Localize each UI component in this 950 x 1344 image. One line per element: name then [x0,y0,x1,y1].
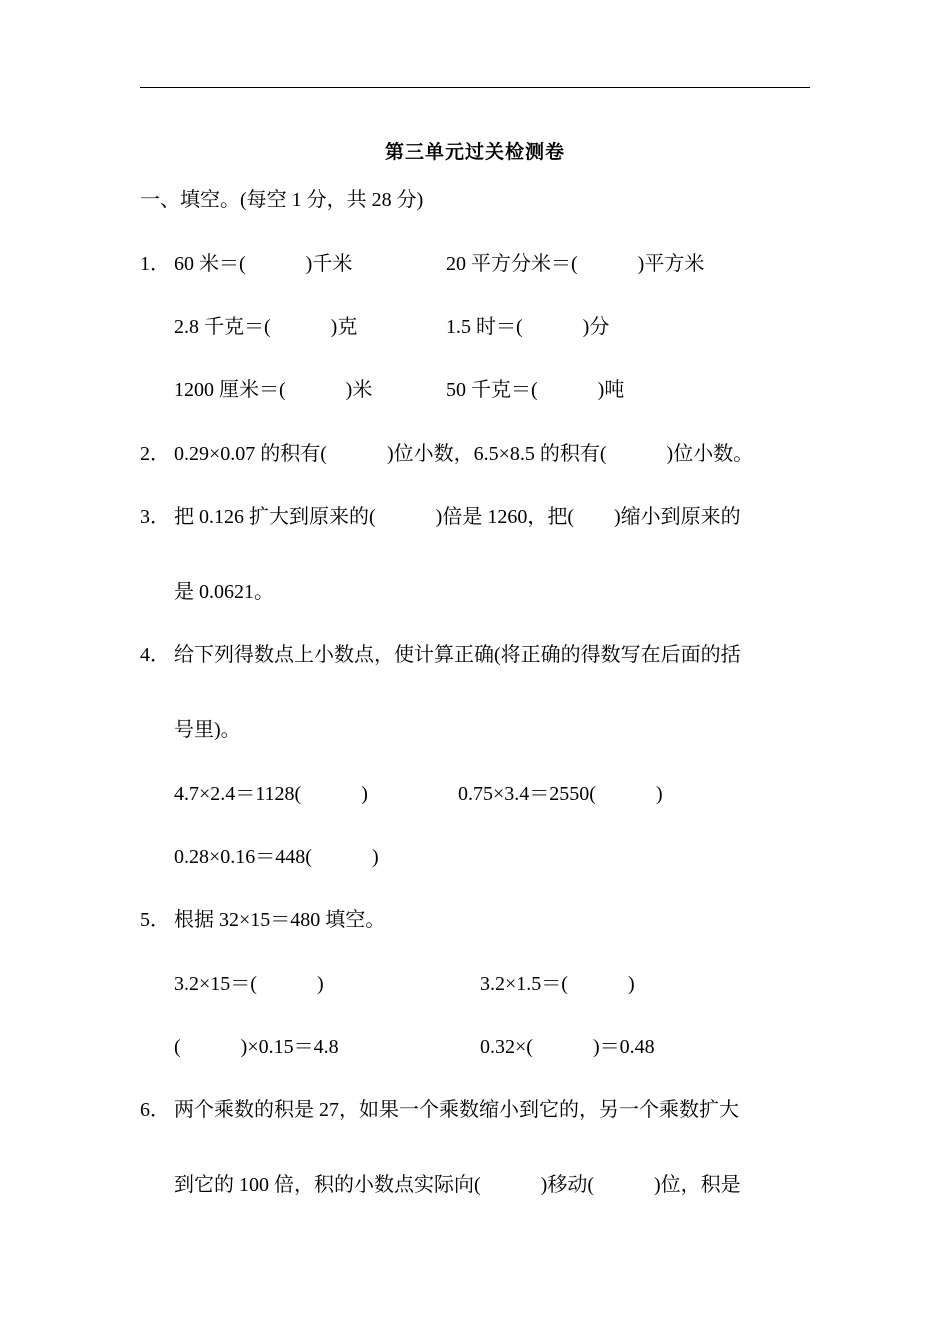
q1-item-meters-km: 60 米＝( )千米 [174,253,353,275]
q1-item-hour-min: 1.5 时＝( )分 [446,316,610,338]
question-text-2: 0.29×0.07 的积有( )位小数，6.5×8.5 的积有( )位小数。 [174,443,754,465]
question-text-6-line1: 两个乘数的积是 27，如果一个乘数缩小到它的，另一个乘数扩大 [174,1099,739,1121]
question-number-3: 3． [140,506,170,528]
section-heading: 一、填空。(每空 1 分，共 28 分) [140,189,424,211]
header-rule [140,87,810,88]
question-text-3-line1: 把 0.126 扩大到原来的( )倍是 1260，把( )缩小到原来的 [174,506,741,528]
question-number-6: 6． [140,1099,170,1121]
question-text-6-line2: 到它的 100 倍，积的小数点实际向( )移动( )位，积是 [174,1174,741,1196]
q5-expression-2: 3.2×1.5＝( ) [480,973,635,995]
question-text-5: 根据 32×15＝480 填空。 [174,909,386,931]
q1-item-kg-ton: 50 千克＝( )吨 [446,379,625,401]
question-text-3-line2: 是 0.0621。 [174,581,274,603]
question-text-4-line2: 号里)。 [174,719,241,741]
q5-expression-3: ( )×0.15＝4.8 [174,1036,339,1058]
q5-expression-4: 0.32×( )＝0.48 [480,1036,655,1058]
q4-expression-2: 0.75×3.4＝2550( ) [458,783,663,805]
q4-expression-3: 0.28×0.16＝448( ) [174,846,379,868]
question-number-4: 4． [140,644,170,666]
q5-expression-1: 3.2×15＝( ) [174,973,324,995]
question-text-4-line1: 给下列得数点上小数点，使计算正确(将正确的得数写在后面的括 [174,644,741,666]
q1-item-kg-g: 2.8 千克＝( )克 [174,316,358,338]
page-title: 第三单元过关检测卷 [384,141,565,163]
q4-expression-1: 4.7×2.4＝1128( ) [174,783,368,805]
q1-item-dm2-m2: 20 平方分米＝( )平方米 [446,253,705,275]
question-number-5: 5． [140,909,170,931]
question-number-2: 2． [140,443,170,465]
question-number-1: 1． [140,253,170,275]
q1-item-cm-m: 1200 厘米＝( )米 [174,379,373,401]
